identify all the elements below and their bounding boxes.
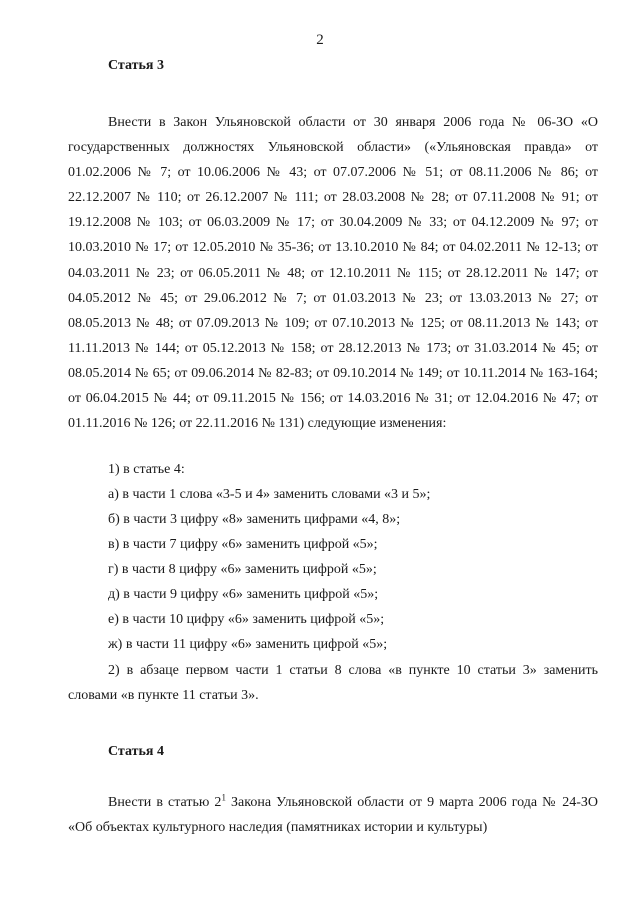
article-3-intro [68, 110, 598, 436]
article-3-heading: Статья 3 [108, 58, 164, 73]
article-4-heading: Статья 4 [108, 744, 164, 759]
article-4-superscript: 1 [221, 792, 226, 803]
amendment-item: д) в части 9 цифру «6» заменить цифрой «5»; [108, 587, 379, 602]
article-4-text-rest: Закона Ульяновской области от 9 марта 2006 года № 24-ЗО «Об объектах культурного наследия (памятниках истории и культуры) [68, 795, 598, 836]
amendment-item-2 [68, 658, 598, 708]
amendment-item-2-text: 2) в абзаце первом части 1 статьи 8 слова «в пункте 10 статьи 3» заменить словами «в пункте 11 статьи 3». [68, 663, 598, 704]
amendment-item: б) в части 3 цифру «8» заменить цифрами «4, 8»; [108, 512, 401, 527]
article-4-text [68, 790, 598, 840]
amendment-item: в) в части 7 цифру «6» заменить цифрой «5»; [108, 537, 378, 552]
amendment-item: е) в части 10 цифру «6» заменить цифрой «5»; [108, 612, 385, 627]
amendment-item: ж) в части 11 цифру «6» заменить цифрой «5»; [108, 637, 388, 652]
amendment-item: г) в части 8 цифру «6» заменить цифрой «5»; [108, 562, 377, 577]
amendment-item: а) в части 1 слова «3-5 и 4» заменить словами «3 и 5»; [108, 487, 431, 502]
page-number: 2 [316, 32, 324, 48]
article-4-text-start: Внести в статью 2 [108, 795, 222, 810]
amendment-item: 1) в статье 4: [108, 462, 185, 477]
article-3-intro-text: Внести в Закон Ульяновской области от 30 января 2006 года № 06-ЗО «О государственных должностях Ульяновской области» («Ульяновская правда» от 01.02.2006 № 7; от 10.06.2006 № 43; от 07.07.2006 № 51; от 08.11.2006 № 86; от 22.12.2007 № 110; от 26.12.2007 № 111; от 28.03.2008 № 28; от 07.11.2008 № 91; от 19.12.2008 № 103; от 06.03.2009 № 17; от 30.04.2009 № 33; от 04.12.2009 № 97; от 10.03.2010 № 17; от 12.05.2010 № 35-36; от 13.10.2010 № 84; от 04.02.2011 № 12-13; от 04.03.2011 № 23; от 06.05.2011 № 48; от 12.10.2011 № 115; от 28.12.2011 № 147; от 04.05.2012 № 45; от 29.06.2012 № 7; от 01.03.2013 № 23; от 13.03.2013 № 27; от 08.05.2013 № 48; от 07.09.2013 № 109; от 07.10.2013 № 125; от 08.11.2013 № 143; от 11.11.2013 № 144; от 05.12.2013 № 158; от 28.12.2013 № 173; от 31.03.2014 № 45; от 08.05.2014 № 65; от 09.06.2014 № 82-83; от 09.10.2014 № 149; от 10.11.2014 № 163-164; от 06.04.2015 № 44; от 09.11.2015 № 156; от 14.03.2016 № 31; от 12.04.2016 № 47; от 01.11.2016 № 126; от 22.11.2016 № 131) следующие изменения: [68, 115, 598, 432]
